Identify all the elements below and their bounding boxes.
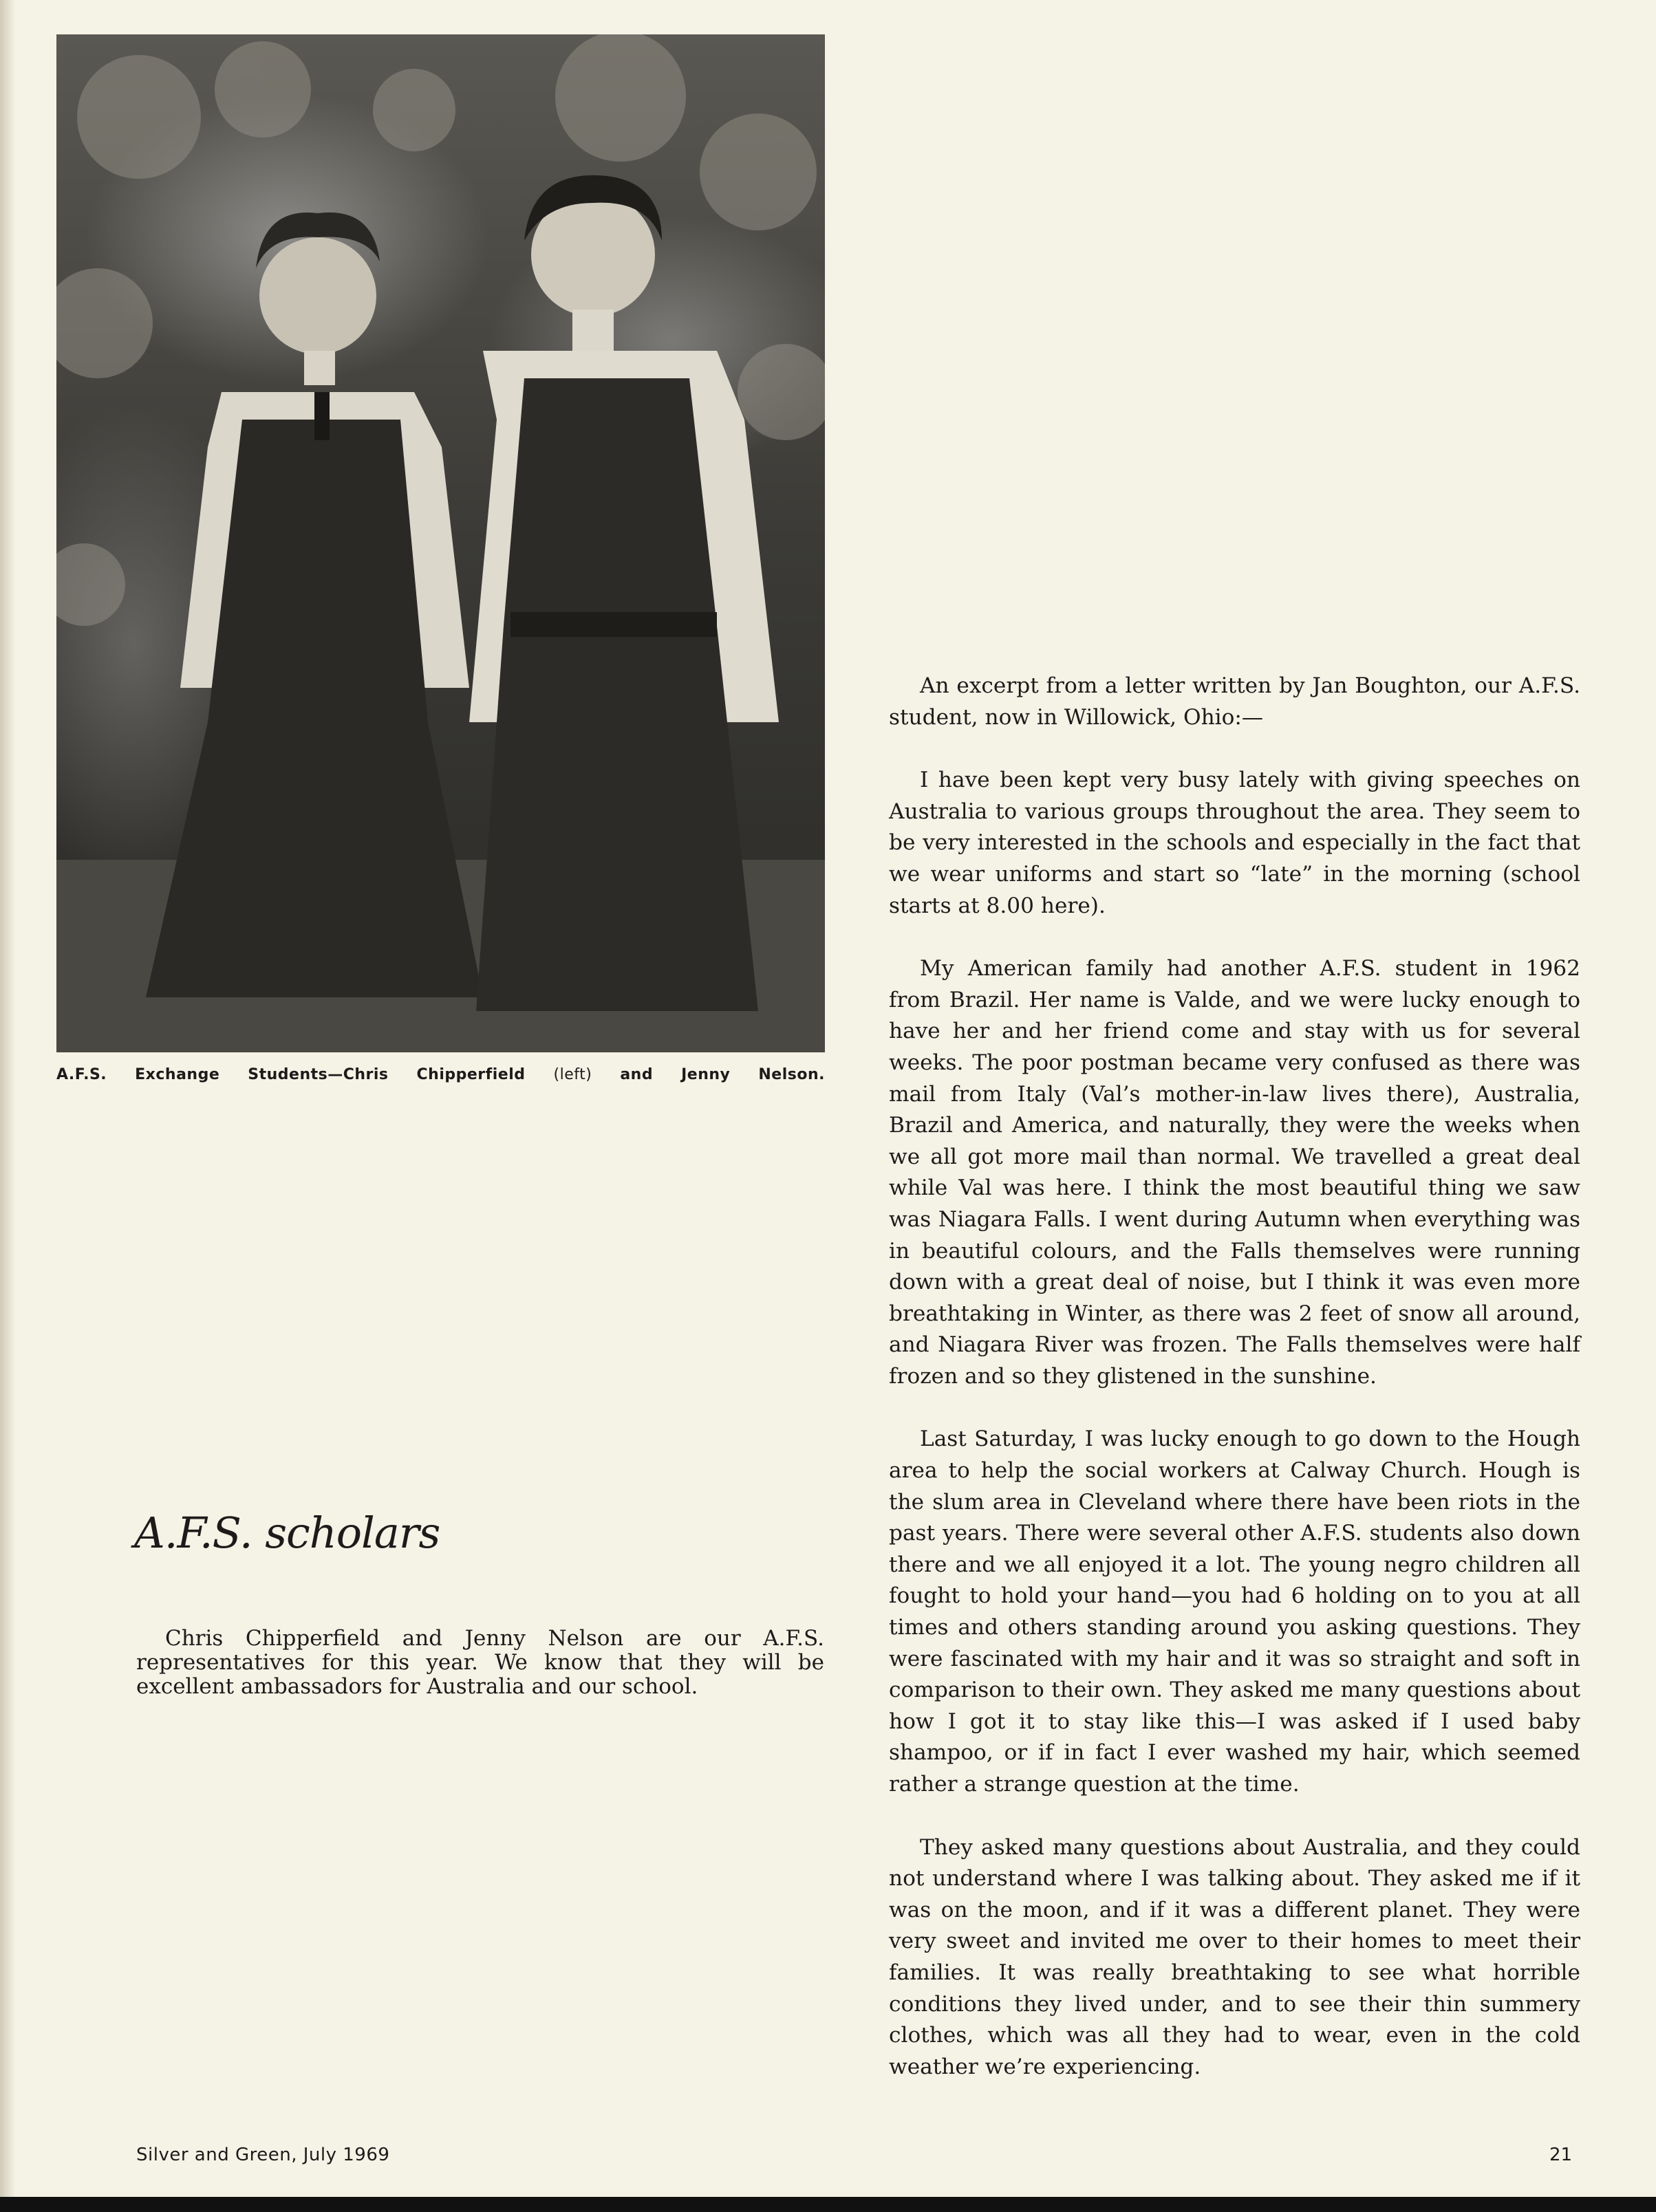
letter-paragraph: They asked many questions about Australia, and they could not understand where I was talking about. They asked me if it was on the moon, and if it was a different planet. They were very sweet and invited me over to their homes to meet their families. It was really breathtaking to see what horrible conditions they lived under, and to see their thin summery clothes, which was all they had to wear, even in the cold weather we’re experiencing. <box>889 1834 1580 2079</box>
publication-footer: Silver and Green, July 1969 <box>136 2145 390 2165</box>
letter-excerpt <box>889 671 1580 2114</box>
photo-caption <box>56 1066 825 1083</box>
left-student-figure <box>146 213 483 997</box>
caption-light-part: (left) <box>553 1066 592 1083</box>
caption-bold-part-1: A.F.S. Exchange Students—Chris Chipperfield <box>56 1066 526 1083</box>
right-student-figure <box>469 175 779 1011</box>
letter-paragraph: My American family had another A.F.S. student in 1962 from Brazil. Her name is Valde, and we were lucky enough to have her and her friend come and stay with us for several weeks. The poor postman became very confused as there was mail from Italy (Val’s mother-in-law lives there), Australia, Brazil and America, and naturally, they were the weeks when we all got more mail than normal. We travelled a great deal while Val was here. I think the most beautiful thing we saw was Niagara Falls. I went during Autumn when everything was in beautiful colours, and the Falls themselves were running down with a great deal of noise, but I think it was even more breathtaking in Winter, as there was 2 feet of snow all around, and Niagara River was frozen. The Falls themselves were half frozen and so they glistened in the sunshine. <box>889 956 1580 1389</box>
page-spine-shadow <box>0 0 15 2212</box>
page-number: 21 <box>1549 2145 1573 2165</box>
caption-bold-part-2: and Jenny Nelson. <box>620 1066 825 1083</box>
scan-bottom-edge <box>0 2197 1656 2212</box>
article-heading: A.F.S. scholars <box>134 1508 440 1558</box>
letter-paragraph: I have been kept very busy lately with giving speeches on Australia to various groups throughout the area. They seem to be very interested in the schools and especially in the fact that we wear uniforms and start so “late” in the morning (school starts at 8.00 here). <box>889 768 1580 918</box>
letter-paragraph: Last Saturday, I was lucky enough to go down to the Hough area to help the social workers at Calway Church. Hough is the slum area in Cleveland where there have been riots in the past years. There were several other A.F.S. students also down there and we all enjoyed it a lot. The young negro children all fought to hold your hand—you had 6 holding on to you at all times and others standing around you asking questions. They were fascinated with my hair and it was so straight and soft in comparison to their own. They asked me many questions about how I got it to stay like this—I was asked if I used baby shampoo, or if in fact I ever washed my hair, which seemed rather a strange question at the time. <box>889 1427 1580 1797</box>
photo-illustration <box>56 34 825 1052</box>
article-intro-paragraph: Chris Chipperfield and Jenny Nelson are our A.F.S. representatives for this year. We know that they will be excellent ambassadors for Australia and our school. <box>136 1626 824 1699</box>
letter-paragraph: An excerpt from a letter written by Jan Boughton, our A.F.S. student, now in Willowick, Ohio:— <box>889 673 1580 730</box>
students-photograph <box>56 34 825 1052</box>
